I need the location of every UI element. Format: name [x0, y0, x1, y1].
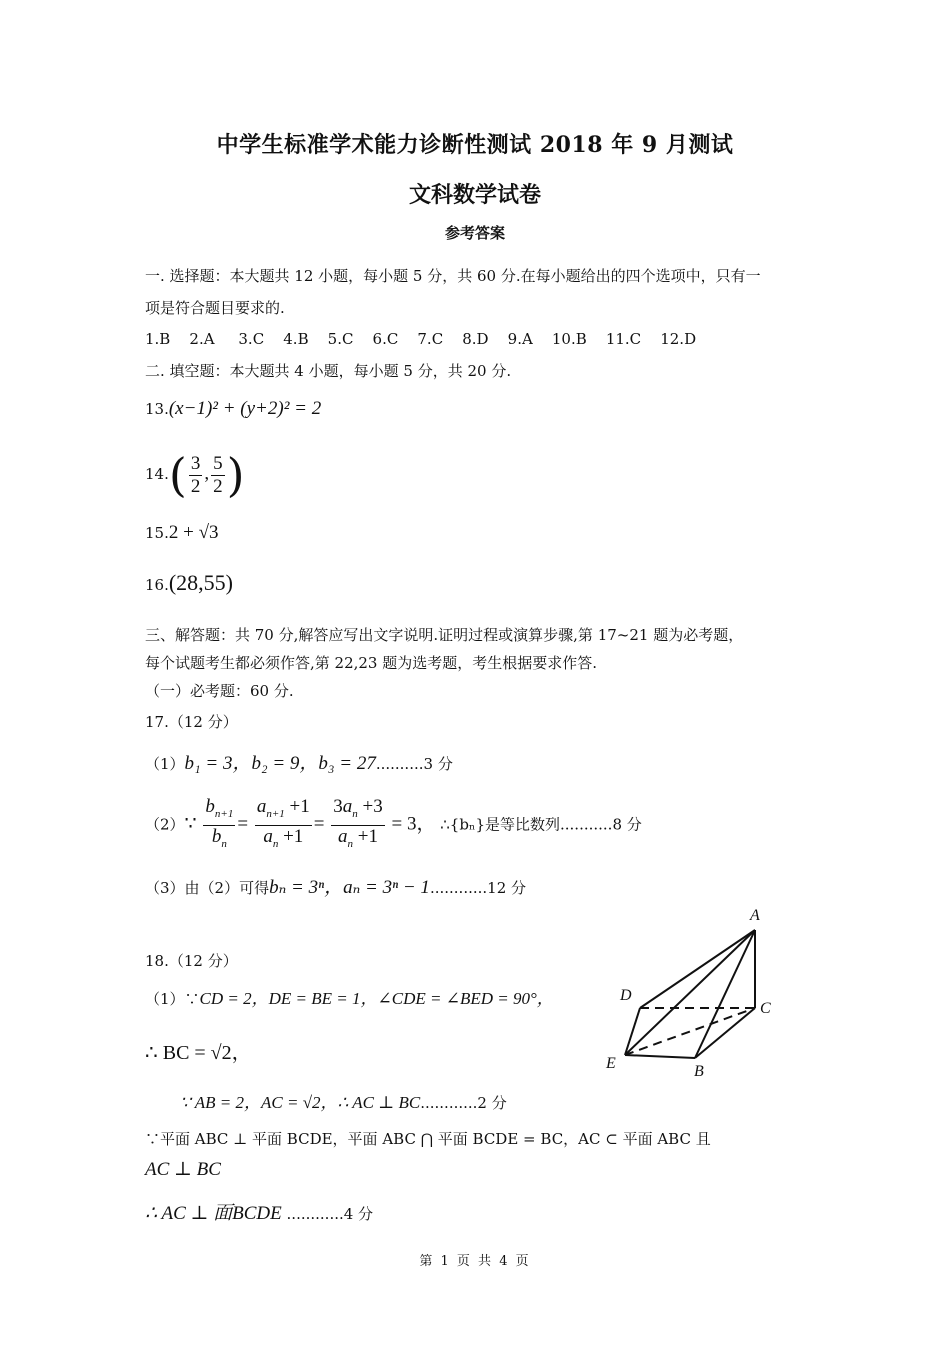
- edge-BC: [695, 1008, 755, 1058]
- q14-label: 14.: [145, 465, 169, 483]
- required-label: （一）必考题：60 分.: [145, 682, 294, 700]
- q17-part3: [145, 872, 526, 899]
- pyramid-figure: [590, 900, 810, 1085]
- q17-p2-score: ...........8 分: [560, 815, 642, 834]
- answer-label: 参考答案: [444, 224, 505, 242]
- q13-answer: (x−1)² + (y+2)² = 2: [168, 398, 322, 419]
- q17-p3-score: ............12 分: [429, 879, 527, 897]
- q17-part1: [145, 748, 453, 775]
- q17-p1-score: ..........3 分: [375, 755, 453, 773]
- q18-l3-math: ∵ AB = 2，AC = √2，∴ AC ⊥ BC: [180, 1093, 421, 1112]
- edge-AE: [625, 930, 755, 1055]
- q14: 14.( $\frac{3}{2}$ , $\frac{5}{2}$ ): [145, 448, 245, 502]
- q13: [145, 398, 321, 420]
- because-icon: ∵: [184, 813, 197, 835]
- edge-EB: [625, 1055, 695, 1058]
- q18-line3: [180, 1088, 507, 1113]
- edge-EC-hidden: [625, 1008, 755, 1055]
- q18-head: 18.（12 分）: [145, 952, 238, 970]
- q17-p3-math: bₙ = 3ⁿ，aₙ = 3ⁿ − 1: [269, 877, 430, 898]
- choice-answers: 1.B 2.A 3.C 4.B 5.C 6.C 7.C 8.D 9.A 10.B 11.C 12.D: [145, 330, 697, 348]
- left-paren-icon: (: [168, 448, 187, 502]
- q18-l3-score: ............2 分: [420, 1094, 507, 1112]
- q16-answer: (28,55): [168, 570, 234, 595]
- q17-p1-math: b₁ = 3，b₂ = 9，b₃ = 27: [184, 753, 376, 774]
- q15: [145, 522, 219, 544]
- q18-l1-label: （1）∵: [145, 990, 200, 1008]
- q16: [145, 570, 233, 596]
- q17-p1-label: （1）: [145, 755, 185, 773]
- q14-num1: 3: [190, 452, 201, 474]
- q18-l6-score: ............4 分: [286, 1205, 374, 1223]
- section3-intro-2: 每个试题考生都必须作答,第 22,23 题为选考题，考生根据要求作答.: [145, 654, 598, 672]
- label-B: B: [694, 1063, 704, 1080]
- section2-intro: 二. 填空题：本大题共 4 小题，每小题 5 分，共 20 分.: [145, 362, 512, 380]
- q15-answer: 2 + √3: [168, 522, 219, 543]
- label-C: C: [760, 1000, 771, 1017]
- page-title: 中学生标准学术能力诊断性测试 2018 年 9 月测试: [216, 132, 734, 158]
- q18-line4: ∵平面 ABC ⊥ 平面 BCDE，平面 ABC ⋂ 平面 BCDE = BC，AC ⊂ 平面 ABC 且: [145, 1130, 711, 1148]
- q17-part2: （2）∵ $\frac{b_{n+1}}{b_n}$ = $\frac{a_{n+1} +1}{a_n +1}$ = $\frac{3a_n +3}{a_n +1}$ = 3， ∴{bₙ}是等比数列...........8 分: [145, 796, 642, 850]
- q18-line2: ∴ BC = √2，: [145, 1042, 252, 1064]
- page-subtitle: 文科数学试卷: [408, 182, 541, 208]
- q17-p2-eq: = 3，: [391, 813, 436, 835]
- section1-intro-2: 项是符合题目要求的.: [145, 299, 285, 317]
- q18-l6-math: ∴ AC ⊥ 面BCDE: [145, 1203, 282, 1224]
- q18-line5: AC ⊥ BC: [145, 1159, 221, 1180]
- q18-line1: [145, 984, 554, 1009]
- q13-label: 13.: [145, 400, 169, 418]
- q15-label: 15.: [145, 524, 169, 542]
- section1-intro-1: 一. 选择题：本大题共 12 小题，每小题 5 分，共 60 分.在每小题给出的四个选项中，只有一: [145, 267, 761, 285]
- q14-num2: 5: [213, 452, 223, 474]
- label-E: E: [606, 1055, 616, 1072]
- q17-head: 17.（12 分）: [145, 713, 238, 731]
- section3-intro-1: 三、解答题：共 70 分,解答应写出文字说明.证明过程或演算步骤,第 17~21 题为必考题，: [145, 626, 744, 644]
- q18-line6: [145, 1198, 373, 1225]
- q14-den2: 2: [213, 475, 223, 497]
- label-A: A: [750, 907, 760, 924]
- label-D: D: [620, 987, 632, 1004]
- q18-l1-math: CD = 2，DE = BE = 1，∠CDE = ∠BED = 90°，: [199, 989, 554, 1008]
- q14-den1: 2: [190, 475, 201, 497]
- q16-label: 16.: [145, 576, 169, 594]
- q17-p3-label: （3）由（2）可得: [145, 879, 270, 897]
- page-footer: 第 1 页 共 4 页: [419, 1254, 531, 1269]
- q17-p2-conclusion: ∴{bₙ}是等比数列: [440, 815, 560, 834]
- q17-p2-label: （2）: [145, 815, 185, 834]
- right-paren-icon: ): [226, 448, 245, 502]
